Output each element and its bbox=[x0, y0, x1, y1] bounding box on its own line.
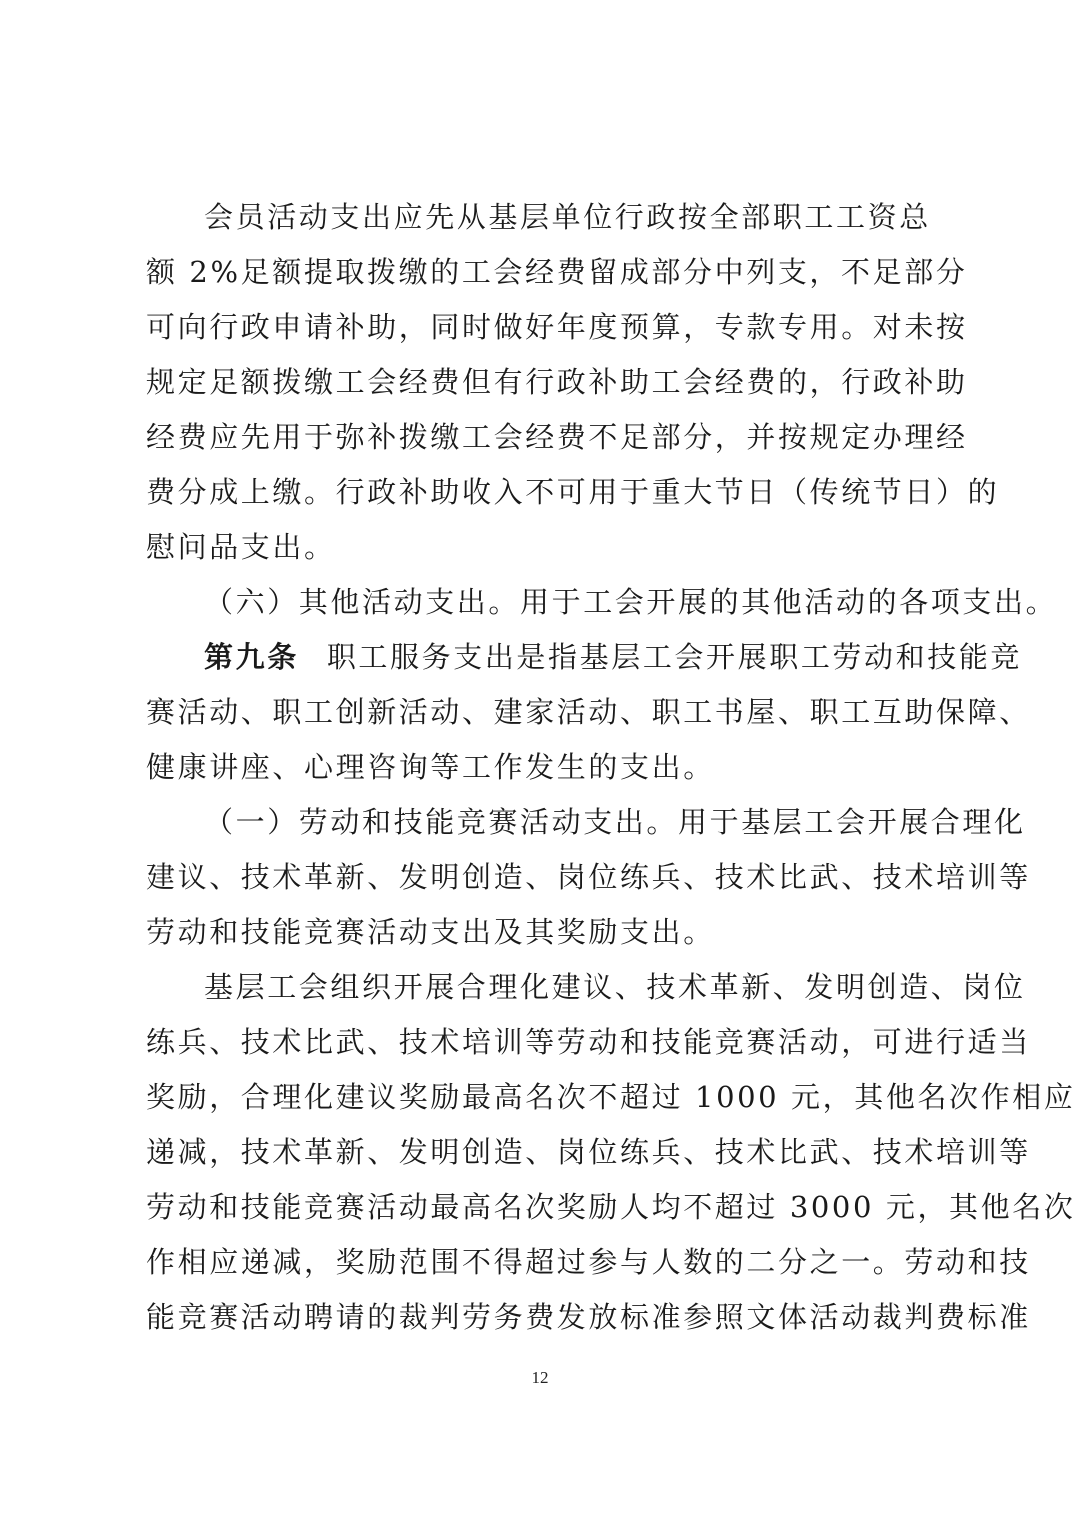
page-number: 12 bbox=[531, 1368, 549, 1387]
paragraph-line: 可向行政申请补助，同时做好年度预算，专款专用。对未按 bbox=[146, 310, 968, 344]
paragraph-line: 赛活动、职工创新活动、建家活动、职工书屋、职工互助保障、 bbox=[146, 695, 1031, 729]
paragraph-line: 练兵、技术比武、技术培训等劳动和技能竞赛活动，可进行适当 bbox=[146, 1025, 1031, 1059]
paragraph-line: 劳动和技能竞赛活动最高名次奖励人均不超过 3000 元，其他名次 bbox=[146, 1190, 1076, 1224]
paragraph-line: 健康讲座、心理咨询等工作发生的支出。 bbox=[146, 750, 715, 784]
article-nine-text: 职工服务支出是指基层工会开展职工劳动和技能竞 bbox=[326, 640, 1023, 674]
paragraph-line: 费分成上缴。行政补助收入不可用于重大节日（传统节日）的 bbox=[146, 475, 1000, 509]
paragraph-line: 作相应递减，奖励范围不得超过参与人数的二分之一。劳动和技 bbox=[146, 1245, 1031, 1279]
paragraph-line: 能竞赛活动聘请的裁判劳务费发放标准参照文体活动裁判费标准 bbox=[146, 1300, 1031, 1334]
paragraph-line: 递减，技术革新、发明创造、岗位练兵、技术比武、技术培训等 bbox=[146, 1135, 1031, 1169]
paragraph-line: （六）其他活动支出。用于工会开展的其他活动的各项支出。 bbox=[204, 585, 1058, 619]
article-label: 第九条 bbox=[204, 640, 299, 674]
paragraph-line: 基层工会组织开展合理化建议、技术革新、发明创造、岗位 bbox=[204, 970, 1026, 1004]
paragraph-line: （一）劳动和技能竞赛活动支出。用于基层工会开展合理化 bbox=[204, 805, 1026, 839]
paragraph-line: 奖励，合理化建议奖励最高名次不超过 1000 元，其他名次作相应 bbox=[146, 1080, 1076, 1114]
paragraph-line: 慰问品支出。 bbox=[146, 530, 336, 564]
paragraph-line: 会员活动支出应先从基层单位行政按全部职工工资总 bbox=[204, 200, 931, 234]
paragraph-line: 建议、技术革新、发明创造、岗位练兵、技术比武、技术培训等 bbox=[146, 860, 1031, 894]
document-body bbox=[146, 190, 1076, 1345]
article-nine-line bbox=[146, 630, 1023, 685]
paragraph-line: 规定足额拨缴工会经费但有行政补助工会经费的，行政补助 bbox=[146, 365, 968, 399]
paragraph-line: 经费应先用于弥补拨缴工会经费不足部分，并按规定办理经 bbox=[146, 420, 968, 454]
paragraph-line: 额 2%足额提取拨缴的工会经费留成部分中列支，不足部分 bbox=[146, 255, 968, 289]
paragraph-line: 劳动和技能竞赛活动支出及其奖励支出。 bbox=[146, 915, 715, 949]
